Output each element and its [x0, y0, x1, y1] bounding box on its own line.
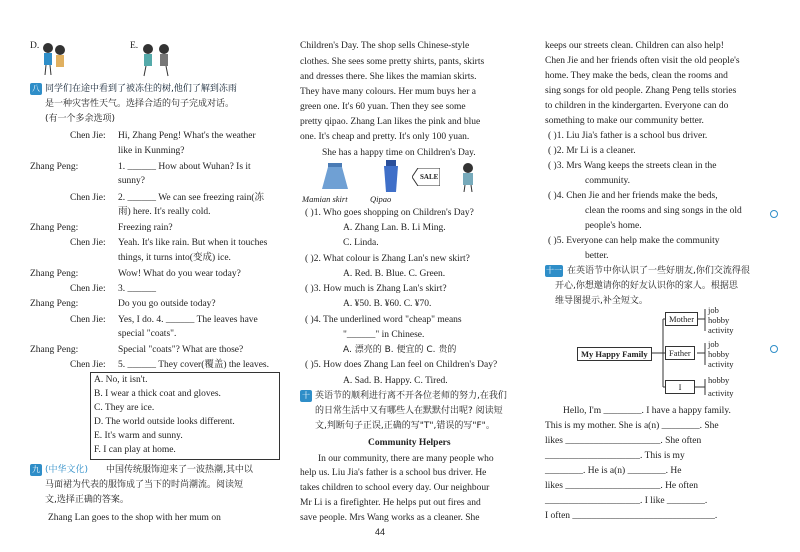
speaker: Chen Jie:	[70, 193, 106, 203]
dialogue-line: Yeah. It's like rain. But when it touches	[118, 238, 268, 248]
speaker: Zhang Peng:	[30, 269, 79, 279]
mindmap-leaf: activity	[708, 359, 734, 369]
binding-ring-mark	[770, 345, 778, 353]
passage-text: Chen Jie and her friends often visit the old people's	[545, 56, 740, 66]
essay-line: ____________________. I like ________.	[545, 496, 708, 506]
tf-statement: better.	[585, 251, 609, 261]
passage-text: sing songs for old people. Zhang Peng tells stories	[545, 86, 737, 96]
speaker: Chen Jie:	[70, 131, 106, 141]
option-item: E. It's warm and sunny.	[94, 431, 183, 441]
passage-text: help us. Liu Jia's father is a school bus driver. He	[300, 468, 487, 478]
question: ( )5. How does Zhang Lan feel on Children's Day?	[305, 360, 498, 370]
tf-statement: ( )2. Mr Li is a cleaner.	[548, 146, 636, 156]
mindmap-center: My Happy Family	[577, 347, 652, 361]
dialogue-line: things, it turns into(变成) ice.	[118, 253, 231, 263]
section-10-instruction: 英语节的顺利进行离不开各位老师的努力,在我们	[315, 391, 507, 401]
section-11-instruction: 开心,你想邀请你的好友认识你的家人。根据思	[555, 281, 738, 291]
speaker: Zhang Peng:	[30, 299, 79, 309]
option-item: C. They are ice.	[94, 403, 155, 413]
mindmap-node-father: Father	[665, 346, 695, 360]
story-text: pretty qipao. Zhang Lan likes the pink and blue	[300, 117, 481, 127]
mindmap-leaf: hobby	[708, 315, 730, 325]
tf-statement: people's home.	[585, 221, 642, 231]
story-text: one. It's cheap and pretty. It's only 100 yuan.	[300, 132, 470, 142]
mamian-skirt-picture	[320, 163, 350, 189]
section-10-instruction: 文,判断句子正误,正确的写"T",错误的写"F"。	[315, 421, 495, 431]
section-10-instruction: 的日常生活中又有哪些人在默默付出呢? 阅读短	[315, 406, 503, 416]
tf-statement: ( )4. Chen Jie and her friends make the beds,	[548, 191, 718, 201]
passage-text: keeps our streets clean. Children can also help!	[545, 41, 724, 51]
option-item: B. I wear a thick coat and gloves.	[94, 389, 221, 399]
section-10-badge: 十	[302, 391, 310, 400]
dialogue-line: special "coats".	[118, 329, 177, 339]
section-11-instruction: 在英语节中你认识了一些好朋友,你们交流得很	[567, 266, 750, 276]
mindmap-leaf: job	[708, 305, 719, 315]
story-text: green one. It's 60 yuan. Then they see some	[300, 102, 466, 112]
passage-text: save people. Mrs Wang works as a cleaner. She	[300, 513, 480, 523]
question-options: A. Zhang Lan. B. Li Ming.	[343, 223, 446, 233]
passage-text: home. They make the beds, clean the rooms and	[545, 71, 728, 81]
mindmap-leaf: activity	[708, 388, 734, 398]
speaker: Chen Jie:	[70, 284, 106, 294]
dialogue-line: Freezing rain?	[118, 223, 173, 233]
dialogue-line: sunny?	[118, 176, 145, 186]
question-options: A. ¥50. B. ¥60. C. ¥70.	[343, 299, 432, 309]
story-text: She has a happy time on Children's Day.	[322, 148, 476, 158]
question-options: A. Red. B. Blue. C. Green.	[343, 269, 446, 279]
story-text: Zhang Lan goes to the shop with her mum on	[48, 513, 221, 523]
girl-picture	[456, 162, 480, 192]
section-8-instruction: (有一个多余选项)	[45, 114, 116, 124]
section-9-instruction: 中国传统服饰迎来了一波热潮,其中以	[106, 465, 253, 475]
essay-line: likes ____________________. She often	[545, 436, 702, 446]
tf-statement: ( )3. Mrs Wang keeps the streets clean in the	[548, 161, 717, 171]
section-9-instruction: 文,选择正确的答案。	[45, 495, 129, 505]
children-illustration	[38, 40, 68, 78]
essay-line: This is my mother. She is a(n) ________. She	[545, 421, 719, 431]
section-11-instruction: 维导图提示,补全短文。	[555, 296, 648, 306]
speaker: Chen Jie:	[70, 315, 106, 325]
speaker: Chen Jie:	[70, 360, 106, 370]
mamian-label: Mamian skirt	[302, 194, 348, 204]
dialogue-line: 3. ______	[118, 284, 156, 294]
essay-line: ____________________. This is my	[545, 451, 685, 461]
section-9-instruction: 马面裙为代表的服饰成了当下的时尚潮流。阅读短	[45, 480, 244, 490]
question: ( )3. How much is Zhang Lan's skirt?	[305, 284, 447, 294]
essay-line: Hello, I'm ________. I have a happy family.	[563, 406, 731, 416]
question: ( )4. The underlined word "cheap" means	[305, 315, 462, 325]
question-options: A. Sad. B. Happy. C. Tired.	[343, 376, 448, 386]
essay-line: I often ______________________________.	[545, 511, 718, 521]
essay-line: ________. He is a(n) ________. He	[545, 466, 682, 476]
options-box	[90, 372, 280, 460]
sale-text: SALE	[420, 173, 439, 181]
question-options: C. Linda.	[343, 238, 379, 248]
speaker: Zhang Peng:	[30, 345, 79, 355]
tf-statement: clean the rooms and sing songs in the old	[585, 206, 742, 216]
dialogue-line: like in Kunming?	[118, 146, 185, 156]
tf-statement: ( )1. Liu Jia's father is a school bus driver.	[548, 131, 708, 141]
section-11-badge: 十一	[546, 266, 562, 275]
mindmap-node-i: I	[665, 380, 695, 394]
option-d-label: D.	[30, 41, 40, 51]
option-item: F. I can play at home.	[94, 445, 176, 455]
dialogue-line: 5. ______ They cover(覆盖) the leaves.	[118, 360, 269, 370]
question: ( )1. Who goes shopping on Children's Day?	[305, 208, 474, 218]
mindmap-node-mother: Mother	[665, 312, 698, 326]
dialogue-line: Yes, I do. 4. ______ The leaves have	[118, 315, 258, 325]
dialogue-line: 雨) here. It's really cold.	[118, 207, 211, 217]
question-options: "______" in Chinese.	[343, 330, 425, 340]
dialogue-line: Hi, Zhang Peng! What's the weather	[118, 131, 256, 141]
mindmap-leaf: hobby	[708, 375, 730, 385]
story-text: Children's Day. The shop sells Chinese-style	[300, 41, 470, 51]
section-8-instruction: 是一种灾害性天气。选择合适的句子完成对话。	[45, 99, 235, 109]
mindmap-leaf: hobby	[708, 349, 730, 359]
passage-text: to children in the kindergarten. Everyone can do	[545, 101, 729, 111]
mindmap-leaf: job	[708, 339, 719, 349]
page-number: 44	[375, 527, 386, 537]
dialogue-line: 1. ______ How about Wuhan? Is it	[118, 162, 251, 172]
binding-ring-mark	[770, 210, 778, 218]
dialogue-line: Wow! What do you wear today?	[118, 269, 241, 279]
option-e-label: E.	[130, 41, 139, 51]
passage-text: takes children to school every day. Our neighbour	[300, 483, 490, 493]
qipao-picture	[380, 160, 402, 192]
speaker: Zhang Peng:	[30, 223, 79, 233]
qipao-label: Qipao	[370, 194, 392, 204]
dialogue-line: Special "coats"? What are those?	[118, 345, 244, 355]
question: ( )2. What colour is Zhang Lan's new skirt?	[305, 254, 470, 264]
dialogue-line: 2. ______ We can see freezing rain(冻	[118, 193, 264, 203]
mindmap-leaf: activity	[708, 325, 734, 335]
tf-statement: ( )5. Everyone can help make the community	[548, 236, 720, 246]
passage-text: Mr Li is a firefighter. He helps put out fires and	[300, 498, 481, 508]
passage-text: something to make our community better.	[545, 116, 704, 126]
section-8-badge: 八	[32, 84, 40, 93]
essay-line: likes ____________________. He often	[545, 481, 699, 491]
section-9-badge: 九	[32, 465, 40, 474]
passage-text: In our community, there are many people who	[318, 454, 494, 464]
section-9-tag: (中华文化)	[45, 465, 89, 475]
speaker: Zhang Peng:	[30, 162, 79, 172]
tf-statement: community.	[585, 176, 631, 186]
option-item: A. No, it isn't.	[94, 375, 148, 385]
story-text: clothes. She sees some pretty shirts, pants, skirts	[300, 57, 485, 67]
option-item: D. The world outside looks different.	[94, 417, 235, 427]
story-text: They have many colours. Her mum buys her a	[300, 87, 476, 97]
dialogue-line: Do you go outside today?	[118, 299, 216, 309]
story-text: and dresses there. She likes the mamian skirts.	[300, 72, 477, 82]
passage-title: Community Helpers	[368, 438, 451, 448]
children-walking-illustration	[138, 40, 178, 78]
section-8-instruction: 同学们在途中看到了被冻住的树,他们了解到冻雨	[45, 84, 237, 94]
speaker: Chen Jie:	[70, 238, 106, 248]
question-options: A. 漂亮的 B. 便宜的 C. 贵的	[343, 345, 457, 355]
